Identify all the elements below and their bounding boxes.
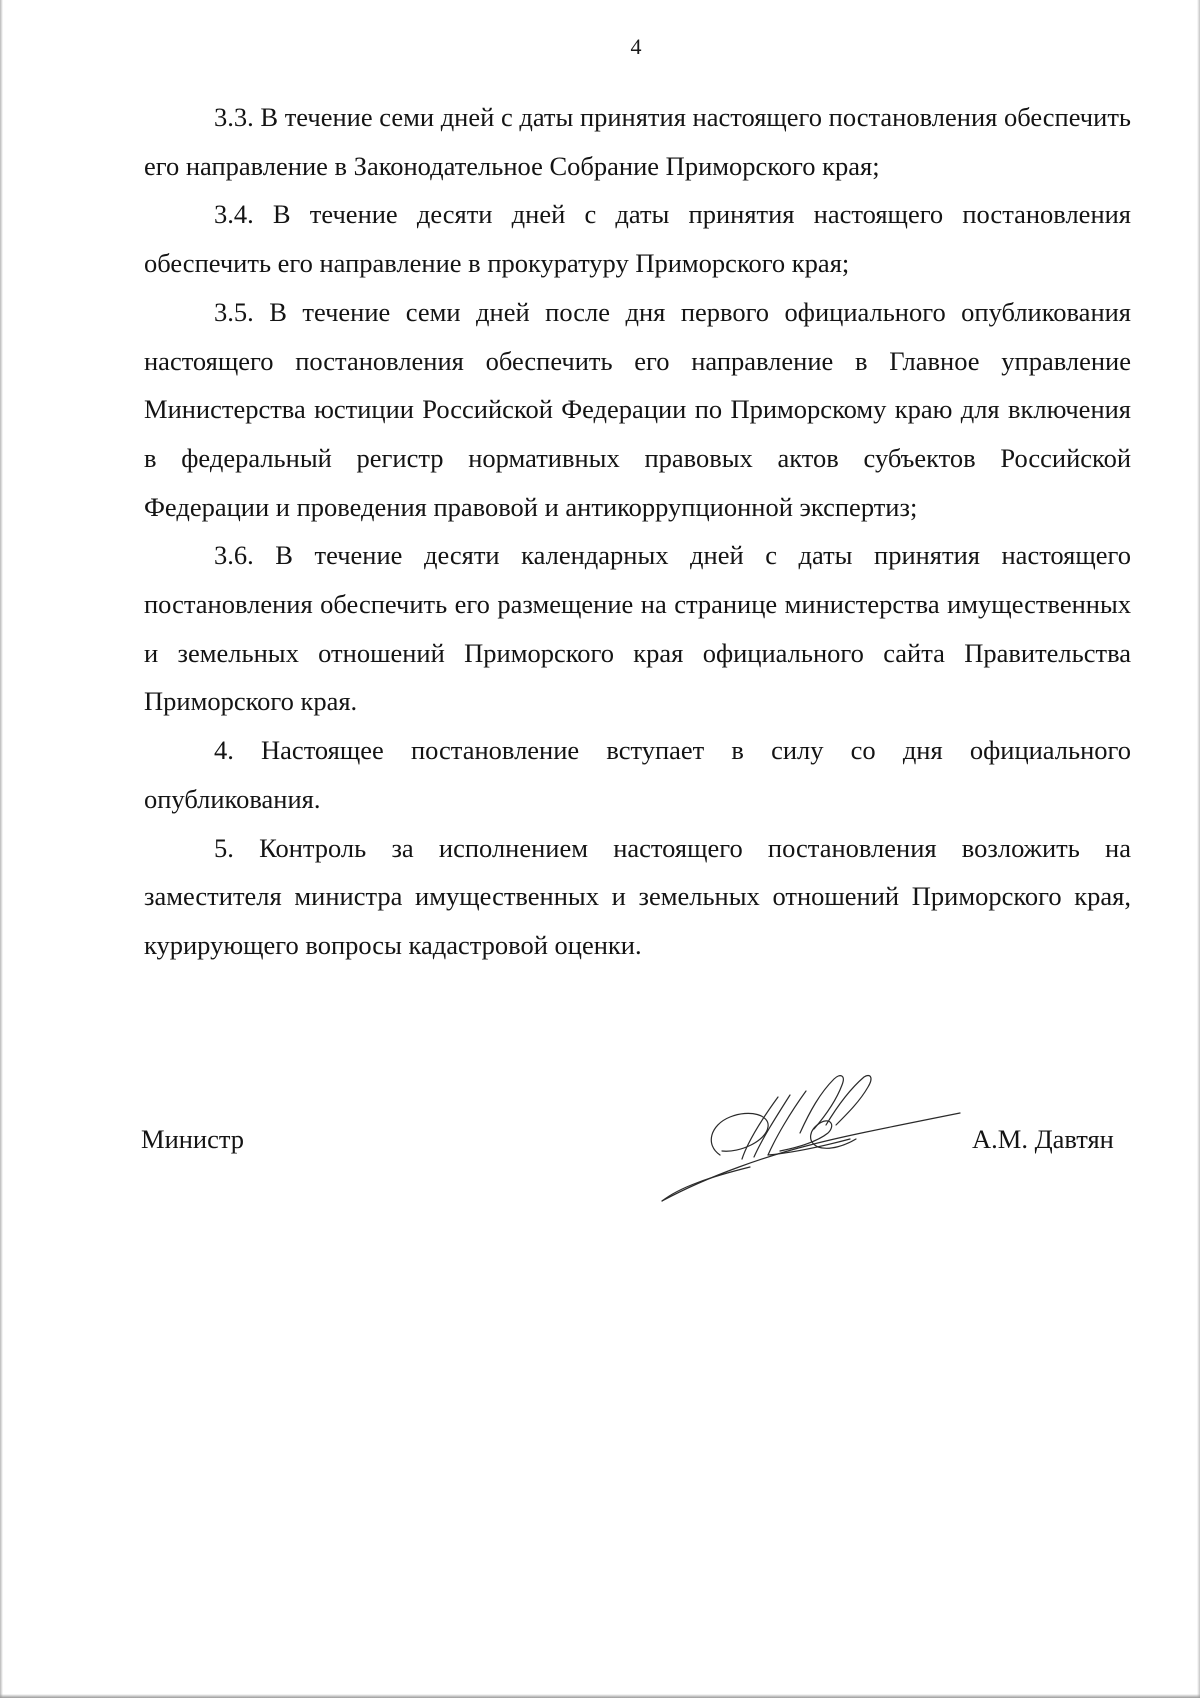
page-number: 4 <box>630 34 642 59</box>
paragraph-3-6: 3.6. В течение десяти календарных дней с даты принятия настоящего постановления обеспечить его размещение на странице министерства имущественных и земельных отношений Приморского края официального сайта Правительства Приморского края. <box>144 540 1131 717</box>
paragraph-4: 4. Настоящее постановление вступает в силу со дня официального опубликования. <box>144 735 1131 814</box>
scan-edge-left <box>0 0 3 1698</box>
document-body <box>144 93 1131 970</box>
paragraph-3-3: 3.3. В течение семи дней с даты принятия настоящего постановления обеспечить его направление в Законодательное Собрание Приморского края; <box>144 102 1131 181</box>
signer-name: А.М. Давтян <box>972 1124 1114 1154</box>
paragraph-3-5: 3.5. В течение семи дней после дня первого официального опубликования настоящего постановления обеспечить его направление в Главное управление Министерства юстиции Российской Федерации по Приморскому краю для включения в федеральный регистр нормативных правовых актов субъектов Российской Федерации и проведения правовой и антикоррупционной экспертиз; <box>144 296 1131 522</box>
scan-edge-bottom <box>0 1694 1200 1698</box>
handwritten-signature <box>650 1055 970 1215</box>
paragraph-5: 5. Контроль за исполнением настоящего постановления возложить на заместителя министра имущественных и земельных отношений Приморского края, курирующего вопросы кадастровой оценки. <box>144 832 1131 960</box>
paragraph-3-4: 3.4. В течение десяти дней с даты принятия настоящего постановления обеспечить его направление в прокуратуру Приморского края; <box>144 199 1131 279</box>
signatory-position: Министр <box>141 1124 245 1154</box>
